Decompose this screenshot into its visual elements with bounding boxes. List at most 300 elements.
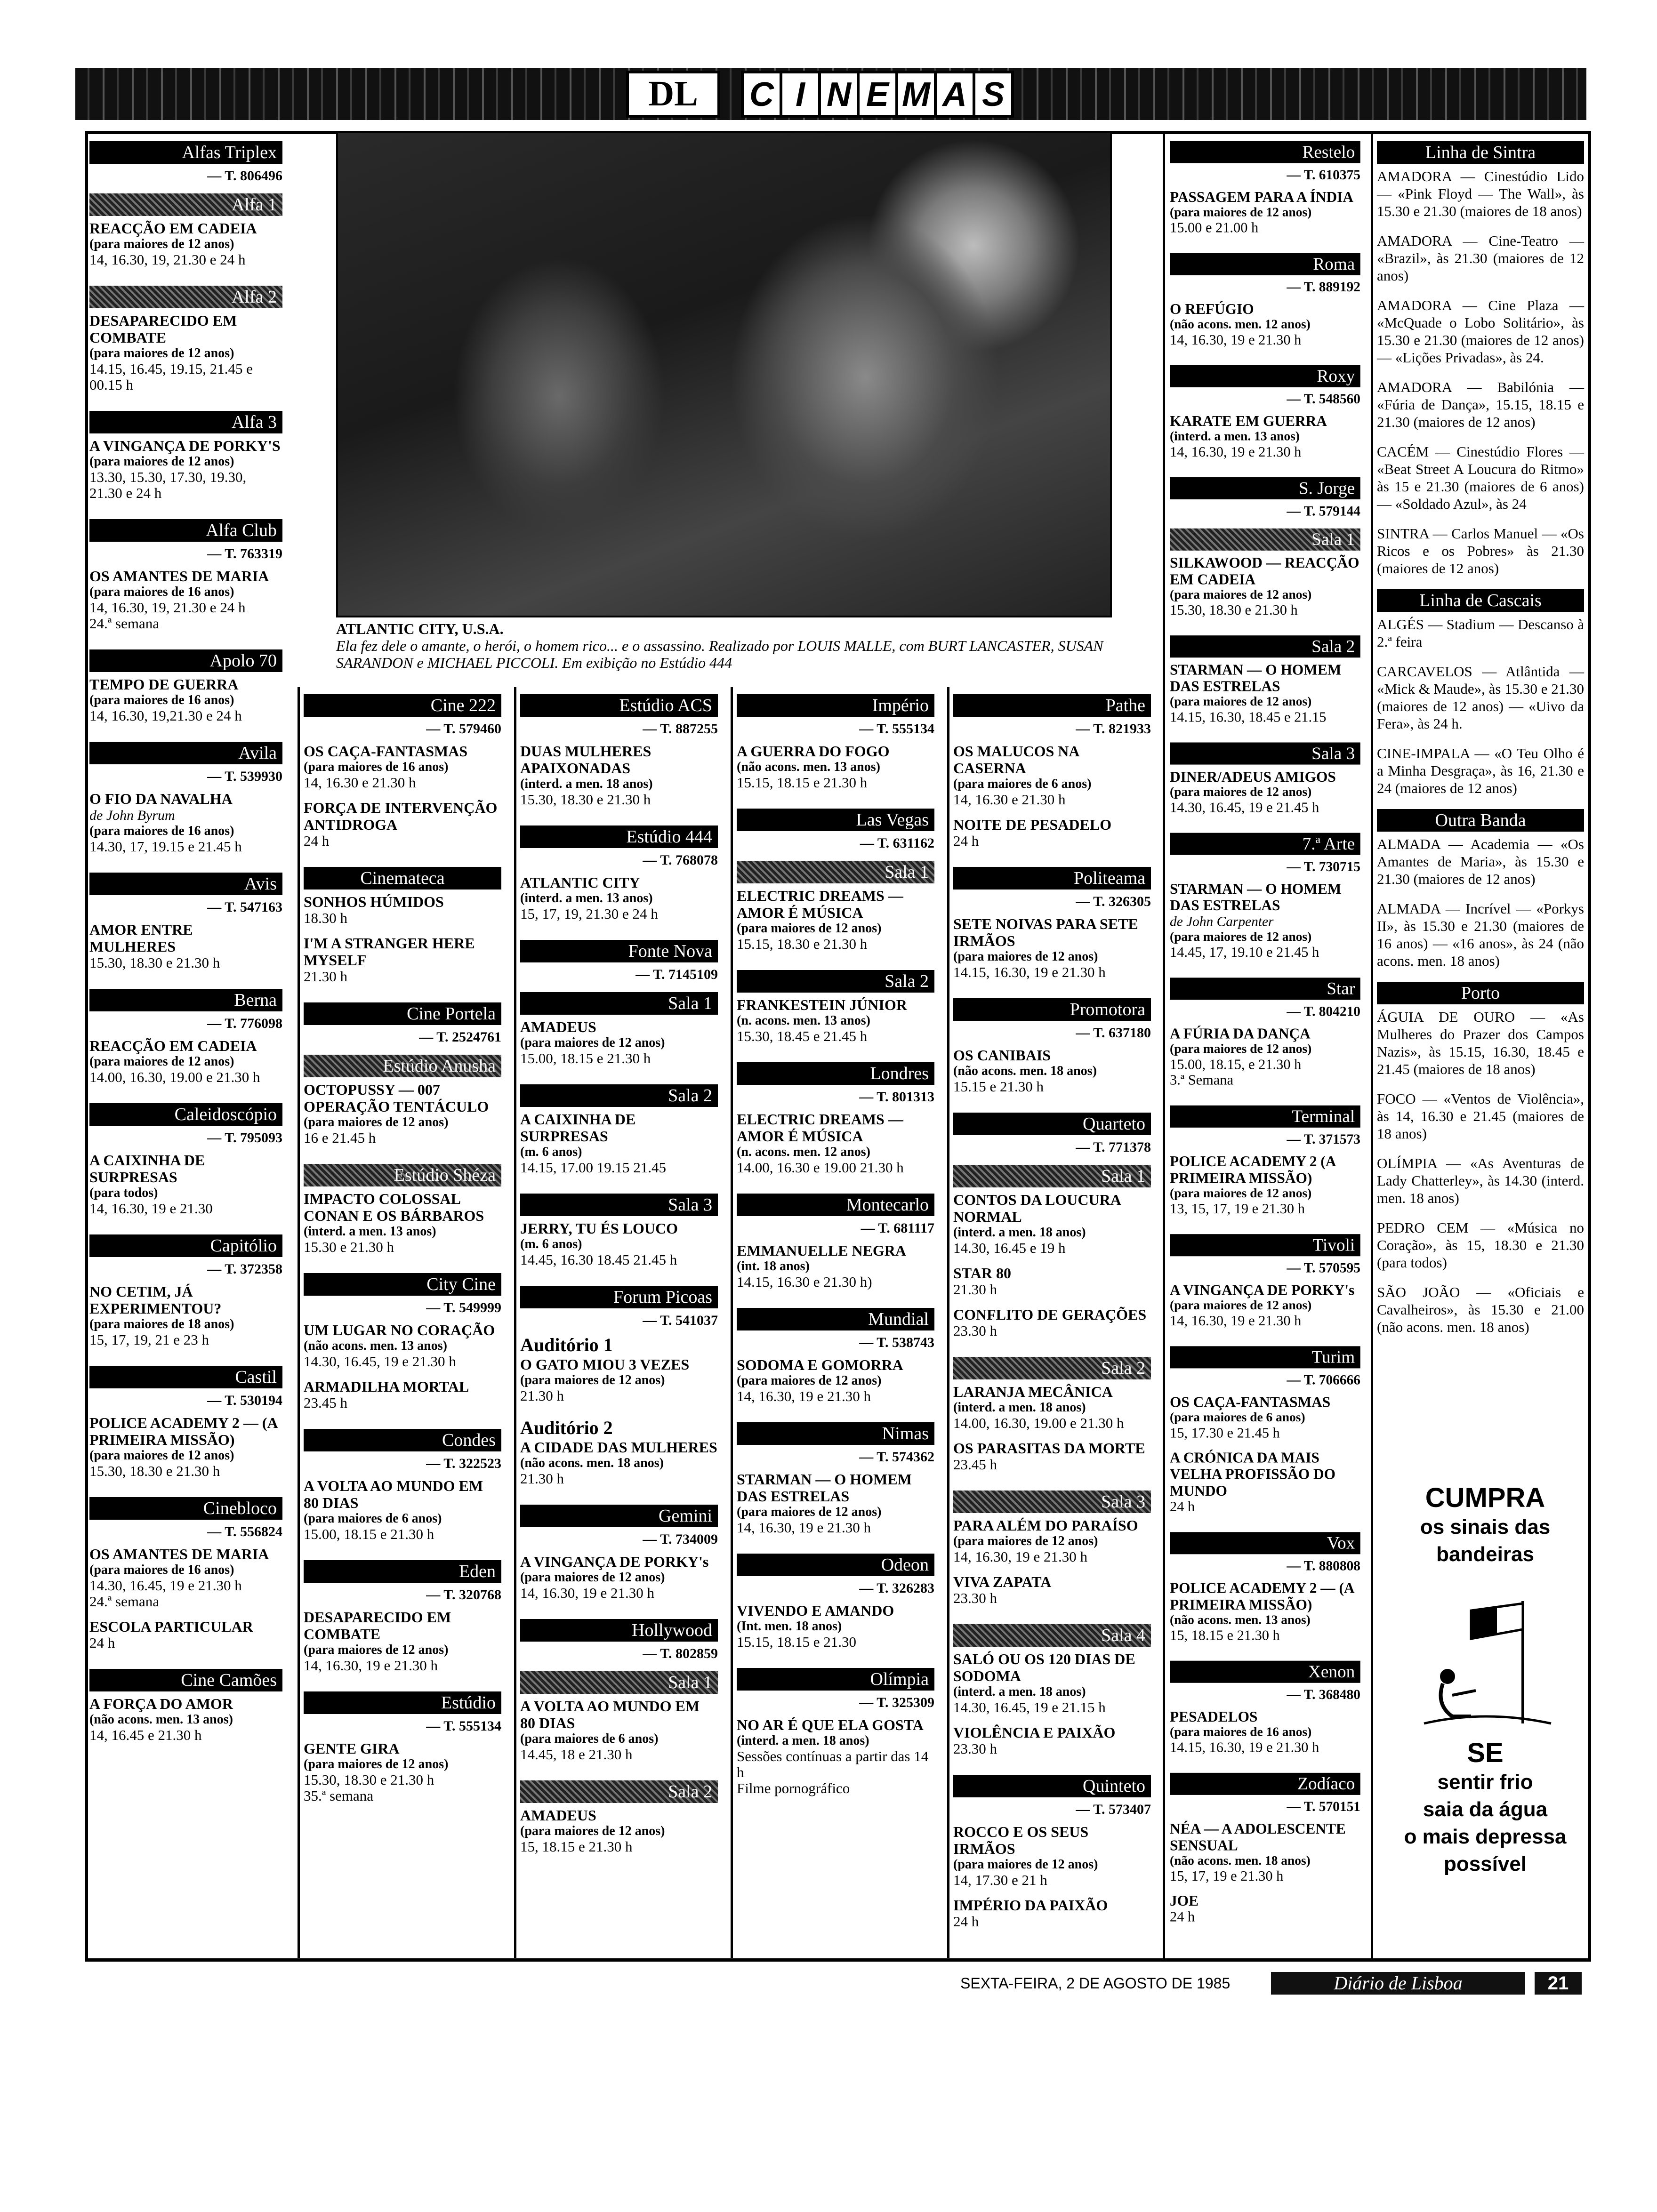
cinema-name: Sala 3	[953, 1491, 1151, 1513]
beach-flag-illustration	[1415, 1582, 1556, 1733]
film-title: SONHOS HÚMIDOS	[304, 893, 444, 910]
film-title: PARA ALÉM DO PARAÍSO	[953, 1517, 1138, 1534]
film-times: 21.30 h	[304, 968, 347, 985]
spacer	[89, 501, 282, 510]
spacer	[1170, 1755, 1360, 1764]
section-title-letter: N	[818, 71, 860, 118]
spacer	[304, 1804, 501, 1812]
cinema-name: Sala 4	[953, 1624, 1151, 1647]
cinema-name: Sala 1	[1170, 529, 1360, 551]
film-times: 23.45 h	[953, 1456, 997, 1473]
film-rating: (para maiores de 16 anos)	[304, 760, 449, 774]
spacer	[304, 926, 501, 935]
cinema-name: Capitólio	[89, 1234, 282, 1257]
regional-entry: SÃO JOÃO — «Oficiais e Cavalheiros», às 15.30 e 21.00 (não acons. men. 18 anos)	[1377, 1284, 1584, 1335]
photo-caption	[336, 620, 1113, 671]
film-rating: (interd. a men. 13 anos)	[520, 891, 653, 906]
film-title: TEMPO DE GUERRA	[89, 676, 239, 693]
regional-entry: ALGÉS — Stadium — Descanso à 2.ª feira	[1377, 616, 1584, 650]
film-title: DUAS MULHERES APAIXONADAS	[520, 743, 652, 777]
film-times: 15, 17, 19, 21 e 23 h	[89, 1331, 209, 1348]
film-rating: (para maiores de 12 anos)	[1170, 1042, 1312, 1056]
film-title: A VINGANÇA DE PORKY's	[520, 1553, 709, 1570]
cinema-name: Sala 1	[520, 992, 718, 1015]
cinema-name: Sala 1	[953, 1165, 1151, 1187]
cinema-name: Alfa 1	[89, 193, 282, 216]
film-rating: (interd. a men. 18 anos)	[953, 1400, 1086, 1415]
film-director: de John Carpenter	[1170, 914, 1274, 930]
spacer	[520, 1763, 718, 1771]
film-rating: (interd. a men. 18 anos)	[520, 777, 653, 791]
spacer	[89, 632, 282, 640]
film-rating: (para maiores de 6 anos)	[1170, 1410, 1305, 1425]
film-title: A CAIXINHA DE SURPRESAS	[520, 1111, 636, 1145]
spacer	[1170, 460, 1360, 468]
page-footer	[960, 1972, 1582, 1996]
section-title-letter: C	[741, 71, 782, 118]
film-title: POLICE ACADEMY 2 — (A PRIMEIRA MISSÃO)	[1170, 1579, 1354, 1613]
spacer	[1170, 1515, 1360, 1523]
cinema-name: Condes	[304, 1429, 501, 1451]
film-title: OS AMANTES DE MARIA	[89, 1546, 269, 1563]
cinema-phone: — T. 889192	[1287, 279, 1360, 295]
regional-listings	[1377, 132, 1584, 1348]
spacer	[520, 1066, 718, 1075]
spacer	[953, 1606, 1151, 1615]
cinema-name: Vox	[1170, 1532, 1360, 1554]
cinema-name: Xenon	[1170, 1661, 1360, 1683]
film-title: I'M A STRANGER HERE MYSELF	[304, 935, 475, 969]
film-times: 14.30, 16.45, 19 e 21.45 h	[1170, 799, 1319, 816]
column-rule	[1371, 131, 1373, 1959]
cinema-phone: — T. 806496	[207, 168, 282, 184]
column-rule	[731, 687, 733, 1958]
spacer	[737, 1176, 934, 1184]
cinema-name: Nimas	[737, 1422, 934, 1445]
column-rule	[298, 687, 300, 1958]
film-times: 14.30, 17, 19.15 e 21.45 h	[89, 838, 242, 855]
spacer	[953, 808, 1151, 816]
cinema-name: Cinebloco	[89, 1497, 282, 1520]
cinema-name: Avis	[89, 873, 282, 895]
column-rule	[1163, 131, 1165, 1959]
regional-entry: ALMADA — Academia — «Os Amantes de Maria», às 15.30 e 21.30 (maiores de 12 anos)	[1377, 836, 1584, 887]
film-rating: (para maiores de 16 anos)	[89, 585, 234, 599]
film-times: 14.45, 16.30 18.45 21.45 h	[520, 1251, 677, 1268]
film-title: OS CAÇA-FANTASMAS	[304, 743, 468, 760]
film-note: 35.ª semana	[304, 1787, 374, 1804]
film-times: 14.15, 17.00 19.15 21.45	[520, 1159, 666, 1176]
film-title: ELECTRIC DREAMS — AMOR É MÚSICA	[737, 887, 903, 921]
spacer	[1170, 1441, 1360, 1449]
film-rating: (para maiores de 16 anos)	[89, 1563, 234, 1577]
film-director: de John Byrum	[89, 808, 175, 823]
cinema-name: Sala 3	[1170, 743, 1360, 765]
spacer	[1170, 725, 1360, 733]
ad-line: bandeiras	[1436, 1543, 1534, 1566]
cinema-name: Las Vegas	[737, 809, 934, 831]
film-times: 14.45, 17, 19.10 e 21.45 h	[1170, 944, 1319, 961]
film-times: 15, 18.15 e 21.30 h	[520, 1838, 633, 1855]
film-times: 15.30 e 21.30 h	[304, 1239, 394, 1255]
listings-column-3	[520, 685, 718, 1863]
regional-entry: AMADORA — Cine Plaza — «McQuade o Lobo Solitário», às 15.30 e 21.30 (maiores de 12 anos) — «Lições Privadas», às 24.	[1377, 297, 1584, 366]
film-rating: (m. 6 anos)	[520, 1145, 582, 1159]
ad-line: possível	[1443, 1852, 1527, 1875]
ad-line: saia da água	[1423, 1798, 1548, 1821]
cinema-name: Politeama	[953, 867, 1151, 890]
cinema-phone: — T. 541037	[643, 1313, 718, 1328]
film-title: VIVA ZAPATA	[953, 1573, 1052, 1590]
cinema-name: Alfa 2	[89, 286, 282, 308]
cinema-phone: — T. 368480	[1287, 1687, 1360, 1702]
cinema-phone: — T. 322523	[426, 1456, 501, 1471]
film-rating: (para maiores de 12 anos)	[1170, 1298, 1312, 1313]
film-title: NO AR É QUE ELA GOSTA	[737, 1716, 924, 1733]
film-times: 14.30, 16.45 e 19 h	[953, 1240, 1066, 1256]
spacer	[953, 1715, 1151, 1724]
listings-column-2	[304, 685, 501, 1812]
ad-line: sentir frio	[1437, 1771, 1533, 1794]
film-note: 3.ª Semana	[1170, 1072, 1233, 1088]
spacer	[520, 808, 718, 816]
film-title: LARANJA MECÂNICA	[953, 1383, 1113, 1400]
region-name: Linha de Cascais	[1377, 589, 1584, 612]
film-times: 14, 16.30, 19 e 21.30 h	[520, 1585, 655, 1601]
cinema-phone: — T. 610375	[1287, 167, 1360, 183]
cinema-name: City Cine	[304, 1273, 501, 1296]
cinema-name: Star	[1170, 978, 1360, 1000]
film-times: 14.15, 16.45, 19.15, 21.45 e 00.15 h	[89, 361, 253, 393]
cinema-name: Londres	[737, 1062, 934, 1085]
film-rating: (interd. a men. 18 anos)	[737, 1733, 869, 1748]
cinema-phone: — T. 549999	[426, 1300, 501, 1315]
cinema-phone: — T. 556824	[207, 1524, 282, 1539]
cinema-name: Zodíaco	[1170, 1773, 1360, 1795]
film-rating: (para maiores de 12 anos)	[89, 1448, 234, 1463]
spacer	[89, 1743, 282, 1752]
film-times: 24 h	[89, 1635, 115, 1651]
cinema-name: Sala 2	[520, 1780, 718, 1803]
cinema-phone: — T. 768078	[643, 852, 718, 868]
film-title: EMMANUELLE NEGRA	[737, 1242, 907, 1259]
cinema-phone: — T. 801313	[859, 1089, 934, 1105]
spacer	[953, 1473, 1151, 1481]
film-title: IMPACTO COLOSSAL CONAN E OS BÁRBAROS	[304, 1190, 484, 1224]
film-rating: (para maiores de 12 anos)	[1170, 785, 1312, 800]
cinema-name: Sala 1	[520, 1671, 718, 1694]
film-times: 15, 17.30 e 21.45 h	[1170, 1424, 1280, 1441]
cinema-phone: — T. 570151	[1287, 1799, 1360, 1815]
spacer	[1170, 1217, 1360, 1225]
film-rating: (para maiores de 12 anos)	[1170, 1186, 1312, 1201]
cinema-phone: — T. 547163	[207, 899, 282, 915]
spacer	[1170, 815, 1360, 824]
cinema-name: Cine Portela	[304, 1002, 501, 1025]
region-name: Linha de Sintra	[1377, 141, 1584, 164]
cinema-name: Estúdio Anusha	[304, 1055, 501, 1077]
cinema-phone: — T. 325309	[859, 1695, 934, 1710]
film-rating: (para maiores de 12 anos)	[953, 1534, 1098, 1548]
film-rating: (não acons. men. 13 anos)	[304, 1338, 447, 1353]
film-rating: (não acons. men. 13 anos)	[1170, 1612, 1311, 1627]
cinema-phone: — T. 555134	[859, 721, 934, 737]
cinema-phone: — T. 539930	[207, 769, 282, 784]
film-rating: (para maiores de 12 anos)	[304, 1643, 449, 1657]
cinema-phone: — T. 530194	[207, 1393, 282, 1408]
column-rule	[947, 687, 949, 1958]
film-title: A VINGANÇA DE PORKY's	[1170, 1282, 1355, 1298]
spacer	[1170, 960, 1360, 969]
section-title-letter: I	[780, 71, 821, 118]
film-times: 14.15, 16.30 e 21.30 h)	[737, 1274, 872, 1290]
spacer	[737, 1650, 934, 1659]
film-rating: (para maiores de 12 anos)	[1170, 930, 1312, 944]
spacer	[89, 1610, 282, 1618]
film-title: OS MALUCOS NA CASERNA	[953, 743, 1079, 777]
film-rating: (para maiores de 12 anos)	[89, 237, 234, 251]
spacer	[304, 1542, 501, 1551]
regional-entry: ALMADA — Incrível — «Porkys II», às 15.30 e 21.30 (maiores de 16 anos) — «16 anos», às 24 (não acons. men. 18 anos)	[1377, 900, 1584, 969]
film-rating: (para maiores de 6 anos)	[304, 1511, 442, 1526]
issue-date: SEXTA-FEIRA, 2 DE AGOSTO DE 1985	[960, 1975, 1231, 1992]
film-times: 14, 16.30 e 21.30 h	[953, 791, 1066, 808]
column-rule	[514, 687, 516, 1958]
cinema-name: Cine Camões	[89, 1669, 282, 1691]
spacer	[953, 1565, 1151, 1573]
film-rating: (para maiores de 12 anos)	[953, 949, 1098, 964]
film-times: 14.15, 16.30, 19 e 21.30 h	[953, 964, 1106, 980]
film-times: 15.30, 18.30 e 21.30 h	[89, 1463, 220, 1479]
regional-entry: CINE-IMPALA — «O Teu Olho é a Minha Desgraça», às 16, 21.30 e 24 (maiores de 12 anos)	[1377, 745, 1584, 796]
film-title: SILKAWOOD — REACÇÃO EM CADEIA	[1170, 554, 1359, 588]
regional-entry: FOCO — «Ventos de Violência», às 14, 16.30 e 21.45 (maiores de 18 anos)	[1377, 1090, 1584, 1142]
film-rating: (para todos)	[89, 1186, 158, 1200]
film-title: AMOR ENTRE MULHERES	[89, 921, 193, 955]
film-title: OS AMANTES DE MARIA	[89, 568, 269, 585]
cinema-name: Mundial	[737, 1308, 934, 1330]
auditorium-name: Auditório 1	[520, 1334, 613, 1355]
film-times: 14.00, 16.30, 19.00 e 21.30 h	[953, 1415, 1124, 1431]
section-title	[744, 71, 1014, 118]
film-rating: (para maiores de 12 anos)	[1170, 694, 1312, 709]
film-rating: (m. 6 anos)	[520, 1237, 582, 1251]
film-times: 13, 15, 17, 19 e 21.30 h	[1170, 1200, 1305, 1217]
spacer	[1170, 1924, 1360, 1933]
spacer	[953, 1757, 1151, 1765]
cinema-name: Tivoli	[1170, 1234, 1360, 1256]
film-rating: (não acons. men. 18 anos)	[953, 1064, 1097, 1078]
spacer	[89, 1348, 282, 1356]
cinema-phone: — T. 574362	[859, 1449, 934, 1465]
spacer	[304, 985, 501, 993]
cinema-name: Sala 3	[520, 1194, 718, 1216]
film-times: 14, 16.30 e 21.30 h	[304, 774, 416, 791]
ad-line: SE	[1467, 1738, 1504, 1768]
ad-line: o mais depressa	[1404, 1825, 1567, 1848]
spacer	[1170, 348, 1360, 356]
film-title: ROCCO E OS SEUS IRMÃOS	[953, 1823, 1089, 1857]
film-rating: (para maiores de 12 anos)	[304, 1757, 449, 1771]
film-title: A VOLTA AO MUNDO EM 80 DIAS	[520, 1698, 700, 1731]
region-name: Outra Banda	[1377, 809, 1584, 832]
film-times: 15.30, 18.30 e 21.30 h	[304, 1771, 434, 1788]
cinema-phone: — T. 320768	[426, 1587, 501, 1603]
spacer	[1170, 1329, 1360, 1337]
newspaper-name: Diário de Lisboa	[1271, 1972, 1525, 1995]
cinema-name: Sala 2	[737, 970, 934, 993]
spacer	[953, 1298, 1151, 1306]
cinema-name: Estúdio	[304, 1691, 501, 1714]
spacer	[89, 1085, 282, 1094]
film-times: 18.30 h	[304, 910, 347, 926]
film-title: KARATE EM GUERRA	[1170, 412, 1327, 430]
film-title: JOE	[1170, 1892, 1199, 1909]
film-title: AMADEUS	[520, 1018, 596, 1035]
film-note: 24.ª semana	[89, 615, 160, 632]
film-title: A FÚRIA DA DANÇA	[1170, 1025, 1311, 1042]
film-times: 24 h	[1170, 1908, 1195, 1925]
regional-entry: AMADORA — Cinestúdio Lido — «Pink Floyd — The Wall», às 15.30 e 21.30 (maiores de 18 anos)	[1377, 168, 1584, 219]
film-title: PASSAGEM PARA A ÍNDIA	[1170, 188, 1354, 205]
film-title: NÉA — A ADOLESCENTE SENSUAL	[1170, 1820, 1346, 1854]
spacer	[89, 1479, 282, 1488]
cinema-phone: — T. 804210	[1287, 1004, 1360, 1019]
film-times: 15, 18.15 e 21.30 h	[1170, 1627, 1280, 1643]
cinema-phone: — T. 730715	[1287, 859, 1360, 874]
film-title: A FORÇA DO AMOR	[89, 1695, 233, 1712]
film-rating: (para maiores de 6 anos)	[520, 1731, 659, 1746]
spacer	[953, 1431, 1151, 1440]
spacer	[304, 1255, 501, 1264]
film-times: Sessões contínuas a partir das 14 h	[737, 1748, 929, 1780]
newspaper-logo: DL	[626, 71, 720, 118]
page-number: 21	[1535, 1972, 1582, 1995]
cinema-name: Berna	[89, 989, 282, 1011]
film-times: 23.30 h	[953, 1740, 997, 1757]
cinema-phone: — T. 326305	[1076, 894, 1151, 909]
film-rating: (n. acons. men. 13 anos)	[737, 1013, 870, 1028]
region-name: Porto	[1377, 982, 1584, 1004]
spacer	[89, 1651, 282, 1659]
cinema-name: 7.ª Arte	[1170, 833, 1360, 855]
cinema-phone: — T. 7145109	[635, 967, 718, 982]
film-note: 24.ª semana	[89, 1593, 160, 1610]
cinema-phone: — T. 880808	[1287, 1558, 1360, 1574]
cinema-phone: — T. 887255	[643, 721, 718, 737]
film-title: AMADEUS	[520, 1807, 596, 1824]
film-times: 14.00, 16.30, 19.00 e 21.30 h	[89, 1069, 260, 1085]
cinema-name: Promotora	[953, 998, 1151, 1021]
spacer	[304, 1146, 501, 1154]
regional-entry: PEDRO CEM — «Música no Coração», às 15, 18.30 e 21.30 (para todos)	[1377, 1219, 1584, 1271]
section-title-letter: S	[973, 71, 1014, 118]
cinema-name: Sala 2	[953, 1357, 1151, 1379]
cinema-phone: — T. 570595	[1287, 1260, 1360, 1276]
cinema-phone: — T. 2524761	[419, 1029, 501, 1045]
film-times: 15.30, 18.30 e 21.30 h	[89, 954, 220, 971]
film-rating: (para maiores de 12 anos)	[520, 1570, 665, 1585]
cinema-name: Alfas Triplex	[89, 141, 282, 164]
film-times: 15.15, 18.15 e 21.30	[737, 1634, 857, 1650]
regional-entry: CARCAVELOS — Atlântida — «Mick & Maude», às 15.30 e 21.30 (maiores de 12 anos) — «Uivo da Fera», às 24 h.	[1377, 663, 1584, 732]
cinema-name: Eden	[304, 1560, 501, 1583]
film-rating: (para maiores de 16 anos)	[89, 693, 234, 707]
film-times: 15.30, 18.30 e 21.30 h	[1170, 601, 1298, 618]
cinema-phone: — T. 776098	[207, 1016, 282, 1031]
spacer	[89, 971, 282, 979]
spacer	[1170, 1643, 1360, 1651]
cinema-name: Apolo 70	[89, 649, 282, 672]
spacer	[737, 1044, 934, 1053]
film-times: 23.30 h	[953, 1322, 997, 1339]
film-note: Filme pornográfico	[737, 1780, 850, 1796]
film-title: OS CANIBAIS	[953, 1047, 1051, 1064]
spacer	[520, 1855, 718, 1863]
spacer	[304, 1674, 501, 1682]
cinema-phone: — T. 579460	[426, 721, 501, 737]
cinema-name: Cinemateca	[304, 867, 501, 890]
cinema-name: Restelo	[1170, 141, 1360, 163]
film-title: DESAPARECIDO EM COMBATE	[89, 312, 237, 346]
cinema-phone: — T. 706666	[1287, 1372, 1360, 1388]
film-rating: (para maiores de 12 anos)	[304, 1115, 449, 1130]
film-title: PESADELOS	[1170, 1708, 1258, 1725]
cinema-name: Cine 222	[304, 694, 501, 717]
film-times: 14, 16.30, 19 e 21.30 h	[737, 1519, 871, 1536]
spacer	[89, 268, 282, 276]
cinema-phone: — T. 802859	[643, 1646, 718, 1661]
film-title: O FIO DA NAVALHA	[89, 790, 233, 807]
regional-entry: AMADORA — Cine-Teatro — «Brazil», às 21.30 (maiores de 12 anos)	[1377, 232, 1584, 284]
section-title-letter: E	[857, 71, 898, 118]
film-times: 23.45 h	[304, 1395, 347, 1411]
cinema-phone: — T. 763319	[207, 546, 282, 561]
spacer	[304, 1411, 501, 1419]
film-times: 21.30 h	[520, 1387, 564, 1404]
film-times: 15.00, 18.15 e 21.30 h	[520, 1050, 651, 1066]
spacer	[737, 1290, 934, 1298]
regional-entry: SINTRA — Carlos Manuel — «Os Ricos e os Pobres» às 21.30 (maiores de 12 anos)	[1377, 525, 1584, 577]
film-title: ARMADILHA MORTAL	[304, 1378, 469, 1395]
film-title: IMPÉRIO DA PAIXÃO	[953, 1897, 1108, 1914]
film-rating: (para maiores de 12 anos)	[737, 1373, 882, 1388]
film-rating: (para maiores de 16 anos)	[89, 824, 234, 838]
film-title: CONTOS DA LOUCURA NORMAL	[953, 1191, 1121, 1225]
film-title: A VINGANÇA DE PORKY'S	[89, 437, 281, 454]
film-title: A VOLTA AO MUNDO EM 80 DIAS	[304, 1477, 483, 1511]
cinema-phone: — T. 326283	[859, 1580, 934, 1596]
film-times: 14, 16.30, 19, 21.30 e 24 h	[89, 251, 246, 268]
film-times: 24 h	[304, 833, 330, 849]
film-times: 15.00, 18.15 e 21.30 h	[304, 1526, 434, 1542]
film-rating: (para maiores de 12 anos)	[520, 1824, 665, 1838]
film-times: 15.30, 18.30 e 21.30 h	[520, 791, 651, 808]
cinema-name: Castil	[89, 1366, 282, 1388]
film-times: 21.30 h	[520, 1470, 564, 1487]
auditorium-name: Auditório 2	[520, 1417, 613, 1438]
cinema-phone: — T. 795093	[207, 1130, 282, 1146]
film-rating: (para maiores de 12 anos)	[737, 921, 882, 936]
film-times: 14, 16.30, 19,21.30 e 24 h	[89, 707, 242, 724]
film-title: SALÓ OU OS 120 DIAS DE SODOMA	[953, 1651, 1135, 1684]
film-title: DINER/ADEUS AMIGOS	[1170, 768, 1336, 785]
film-rating: (int. 18 anos)	[737, 1259, 810, 1274]
cinema-name: Pathe	[953, 694, 1151, 717]
film-title: O GATO MIOU 3 VEZES	[520, 1356, 690, 1373]
cinema-name: Odeon	[737, 1554, 934, 1576]
film-rating: (para maiores de 12 anos)	[520, 1035, 665, 1050]
